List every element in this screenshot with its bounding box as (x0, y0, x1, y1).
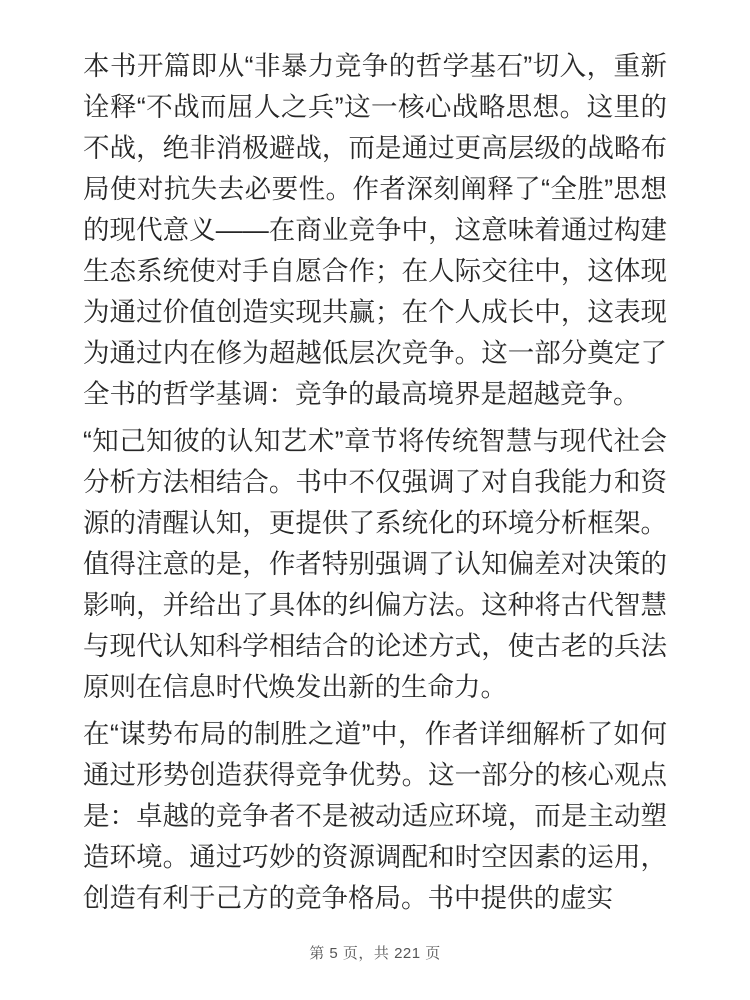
paragraph-2: “知己知彼的认知艺术”章节将传统智慧与现代社会分析方法相结合。书中不仅强调了对自我能力和资源的清醒认知，更提供了系统化的环境分析框架。值得注意的是，作者特别强调了认知偏差对决策的影响，并给出了具体的纠偏方法。这种将古代智慧与现代认知科学相结合的论述方式，使古老的兵法原则在信息时代焕发出新的生命力。 (83, 426, 667, 702)
paragraph-1: 本书开篇即从“非暴力竞争的哲学基石”切入，重新诠释“不战而屈人之兵”这一核心战略思想。这里的不战，绝非消极避战，而是通过更高层级的战略布局使对抗失去必要性。作者深刻阐释了“全胜”思想的现代意义——在商业竞争中，这意味着通过构建生态系统使对手自愿合作；在人际交往中，这体现为通过价值创造实现共赢；在个人成长中，这表现为通过内在修为超越低层次竞争。这一部分奠定了全书的哲学基调：竞争的最高境界是超越竞争。 (83, 51, 667, 409)
page-number-indicator: 第 5 页，共 221 页 (309, 945, 441, 962)
page-text-area (83, 46, 667, 919)
paragraph-3: 在“谋势布局的制胜之道”中，作者详细解析了如何通过形势创造获得竞争优势。这一部分的核心观点是：卓越的竞争者不是被动适应环境，而是主动塑造环境。通过巧妙的资源调配和时空因素的运用，创造有利于己方的竞争格局。书中提供的虚实 (83, 719, 667, 913)
